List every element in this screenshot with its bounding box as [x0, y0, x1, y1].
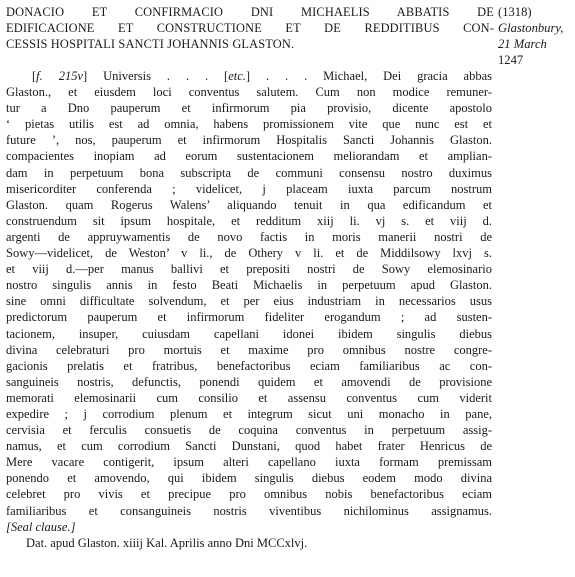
- body-line: tur a Dno pauperum et infirmorum pia provisio, dicente apostolo: [6, 101, 492, 116]
- folio-bracket-close: ]: [83, 69, 88, 83]
- body-line: Glaston. quam Rogerus Walens’ aliquando tenuit in qua edificandum et: [6, 197, 492, 212]
- body-line: Mere vacare contigerit, ipsum alteri capellano iuxta formam premissam: [6, 455, 492, 470]
- etc-label: etc.: [228, 69, 246, 83]
- body-line: gacionis prelatis et fratribus, benefactoribus eciam familiaribus ac con-: [6, 358, 492, 373]
- first-line-tail: ] . . . Michael, Dei gracia abbas: [245, 69, 493, 83]
- body-line: nostro singulis annis in festo Beati Michaelis in perpetuum apud Glaston.: [6, 278, 492, 293]
- body-line: memorati elemosinarii cum consilio et assensu conventus cum viderit: [6, 390, 492, 405]
- body-line: Glaston., et eiusdem loci conventus salutem. Cum non modice remuner-: [6, 85, 492, 100]
- body-line: expedire ; j corrodium plenum et integrum sicut uni monacho in pane,: [6, 406, 492, 421]
- dating-clause: Dat. apud Glaston. xiiij Kal. Aprilis anno Dni MCCxlvj.: [26, 535, 308, 550]
- body-first-line: [6, 68, 492, 84]
- margin-date: 21 March: [498, 37, 547, 51]
- body-line: dam in perpetuum bona subscripta de communi consensu nostro duximus: [6, 165, 492, 180]
- heading-line-1: DONACIO ET CONFIRMACIO DNI MICHAELIS ABBATIS DE: [6, 5, 494, 19]
- body-line: ‘ pietas utilis est ad omnia, habens promissionem vite que nunc est et: [6, 117, 492, 132]
- body-line: celebret pro vivis et precipue pro omnibus nobis benefactoribus eciam: [6, 487, 492, 502]
- body-line: divina celebraturi pro mortuis et maxime pro omnibus nostre congre-: [6, 342, 492, 357]
- body-line: ponendo et amovendo, qui ibidem singulis diebus eodem modo divina: [6, 471, 492, 486]
- body-line: namus, et cum corrodium Sancti Dunstani, quod habet frater Henricus de: [6, 439, 492, 454]
- seal-clause: [Seal clause.]: [6, 519, 76, 534]
- body-line: construendum sit ipsum hospitale, et redditum xiij li. vj s. et viij d.: [6, 213, 492, 228]
- body-line: argenti de appruywamentis de novo factis in moris manerii nostri de: [6, 229, 492, 244]
- body-line: tacionem, insuper, cuiusdam capellani idonei ibidem singulis diebus: [6, 326, 492, 341]
- body-line: Sowy—videlicet, de Weston’ v li., de Othery v li. et de Middilsowy lxvj s.: [6, 246, 492, 261]
- heading-line-2: EDIFICACIONE ET CONSTRUCTIONE ET DE REDDITIBUS CON-: [6, 21, 494, 35]
- body-line: predictorum pauperum et infirmorum fideliter erogandum ; ad susten-: [6, 310, 492, 325]
- body-line: future ’, nos, pauperum et infirmorum Hospitalis Sancti Johannis Glaston.: [6, 133, 492, 148]
- body-line: sanguineis nostris, defunctis, ponendi quidem et amovendi de provisione: [6, 374, 492, 389]
- margin-place: Glastonbury,: [498, 21, 564, 35]
- margin-year-bracket: (1318): [498, 5, 532, 19]
- folio-bracket-open: [: [32, 69, 37, 83]
- heading-line-3: CESSIS HOSPITALI SANCTI JOHANNIS GLASTON.: [6, 37, 295, 51]
- body-line: et viij d.—per manus ballivi et prepositi nostri de Sowy elemosinario: [6, 262, 492, 277]
- margin-date-note: [498, 4, 574, 68]
- margin-year: 1247: [498, 53, 524, 67]
- document-heading: [6, 4, 494, 52]
- body-line: cervisia et ferculis consuetis de coquina conventus in perpetuum assig-: [6, 423, 492, 438]
- body-line: compacientes inopiam ad eorum sustentacionem meliorandam et amplian-: [6, 149, 492, 164]
- body-line: familiaribus et consanguineis nostris viventibus nichilominus assignamus.: [6, 503, 492, 518]
- body-line: sine omni difficultate solvendum, et per eius industriam in necessarios usus: [6, 294, 492, 309]
- first-line-text: Universis . . . [: [87, 69, 229, 83]
- document-body: [6, 68, 492, 551]
- folio-reference: f. 215v: [36, 69, 83, 83]
- body-line: misericorditer conferenda ; videlicet, j placeam iuxta parcum nostrum: [6, 181, 492, 196]
